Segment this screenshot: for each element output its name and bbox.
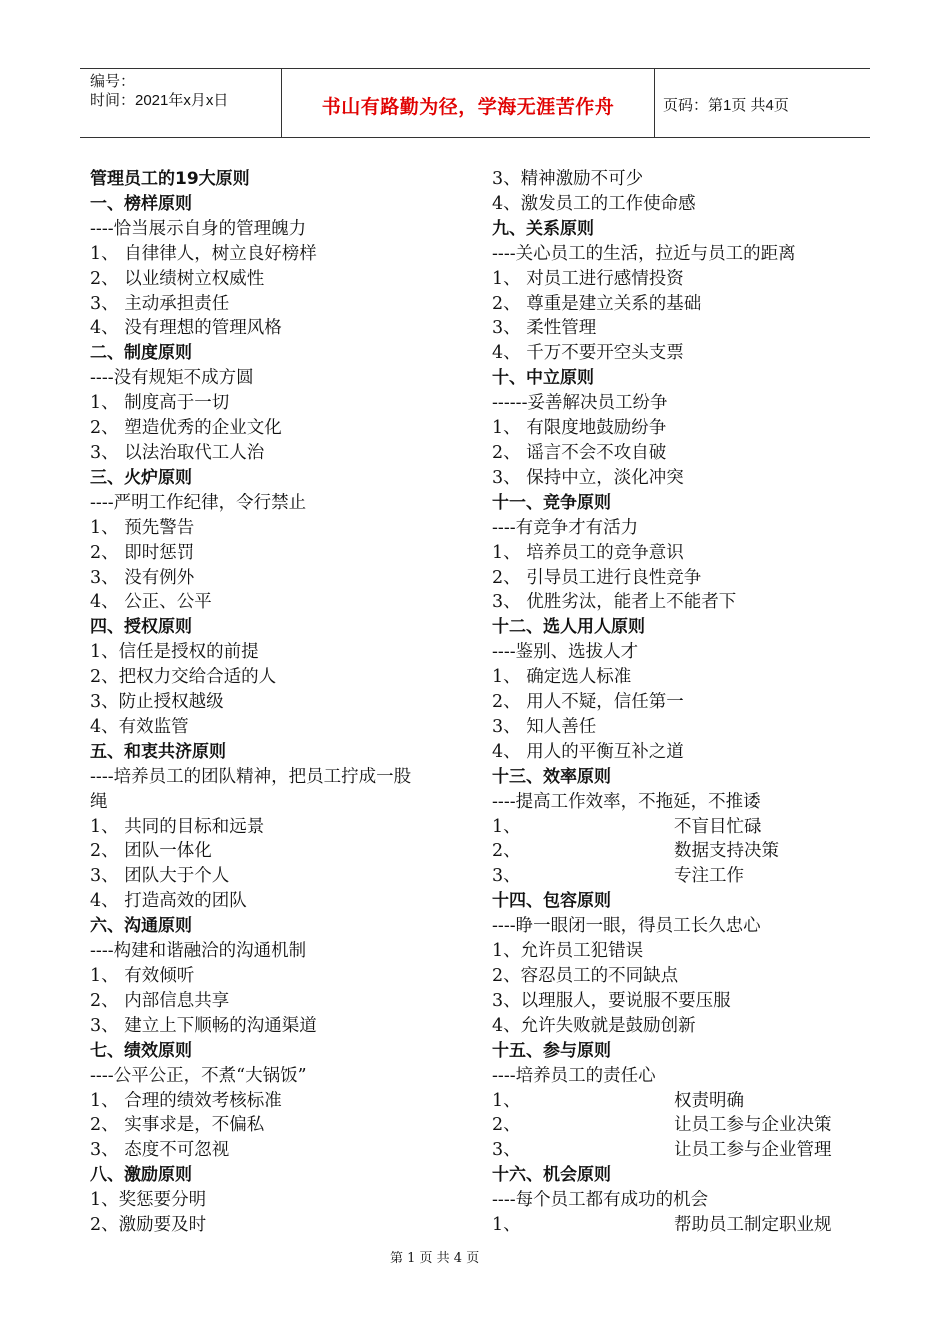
header-meta-cell [80, 69, 282, 137]
list-item: 3、防止授权越级 [90, 692, 224, 713]
list-item: 3、以理服人，要说服不要压服 [492, 990, 731, 1011]
list-item [492, 1113, 867, 1138]
item-text: 数据支持决策 [674, 841, 779, 862]
item-text: 让员工参与企业决策 [674, 1115, 832, 1136]
list-item: 4、 打造高效的团队 [90, 891, 247, 912]
left-column [90, 167, 465, 1238]
list-item [492, 1089, 867, 1114]
section-heading: 十四、包容原则 [492, 891, 611, 912]
list-item: 3、 没有例外 [90, 567, 195, 588]
section-heading: 六、沟通原则 [90, 916, 192, 937]
list-item: 3、 建立上下顺畅的沟通渠道 [90, 1015, 317, 1036]
item-text: 专注工作 [674, 866, 744, 887]
list-item: 3、 保持中立，淡化冲突 [492, 467, 684, 488]
list-item: ----没有规矩不成方圆 [90, 368, 254, 389]
list-item: 1、 预先警告 [90, 517, 195, 538]
list-item: ----每个员工都有成功的机会 [492, 1190, 709, 1211]
item-number: 2、 [492, 1115, 521, 1136]
list-item [492, 864, 867, 889]
list-item: 2、 塑造优秀的企业文化 [90, 418, 282, 439]
list-item: 2、 尊重是建立关系的基础 [492, 293, 702, 314]
list-item: 1、 有限度地鼓励纷争 [492, 418, 667, 439]
list-item: 3、 态度不可忽视 [90, 1140, 230, 1161]
list-item: 4、 千万不要开空头支票 [492, 343, 684, 364]
list-item: ----恰当展示自身的管理魄力 [90, 218, 307, 239]
motto: 书山有路勤为径，学海无涯苦作舟 [321, 96, 615, 118]
list-item: 1、信任是授权的前提 [90, 642, 259, 663]
item-number: 2、 [492, 841, 521, 862]
list-item: ----关心员工的生活，拉近与员工的距离 [492, 243, 796, 264]
list-item: 2、 以业绩树立权威性 [90, 268, 265, 289]
list-item: 2、 谣言不会不攻自破 [492, 442, 667, 463]
item-number: 1、 [492, 1215, 521, 1236]
list-item: 4、有效监管 [90, 716, 189, 737]
section-heading: 九、关系原则 [492, 218, 594, 239]
serial-label: 编号： [90, 73, 136, 90]
list-item [492, 815, 867, 840]
list-item: 1、 有效倾听 [90, 966, 195, 986]
item-text: 不盲目忙碌 [674, 816, 762, 837]
list-item: 4、 没有理想的管理风格 [90, 318, 282, 339]
section-heading: 十二、选人用人原则 [492, 617, 645, 638]
list-item: ----鉴别、选拔人才 [492, 642, 639, 663]
list-item: 3、精神激励不可少 [492, 169, 644, 189]
section-heading: 三、火炉原则 [90, 467, 192, 488]
section-heading: 一、榜样原则 [90, 193, 192, 214]
list-item: 1、 培养员工的竞争意识 [492, 542, 684, 563]
item-text: 权责明确 [674, 1090, 744, 1111]
list-item [492, 1213, 867, 1238]
list-item: 3、 团队大于个人 [90, 866, 230, 887]
list-item: 2、 内部信息共享 [90, 990, 230, 1011]
item-text: 让员工参与企业管理 [674, 1140, 832, 1161]
section-heading: 五、和衷共济原则 [90, 741, 226, 762]
header-motto-cell [282, 69, 655, 137]
list-item: 1、 制度高于一切 [90, 393, 230, 414]
list-item: 1、 合理的绩效考核标准 [90, 1090, 282, 1111]
item-text: 帮助员工制定职业规 [674, 1215, 832, 1236]
right-column [492, 167, 867, 1238]
list-item: 1、 对员工进行感情投资 [492, 268, 684, 289]
list-item: ----培养员工的责任心 [492, 1065, 656, 1086]
section-heading: 十一、竞争原则 [492, 492, 611, 513]
list-item: 2、 实事求是，不偏私 [90, 1115, 265, 1136]
document-title: 管理员工的19大原则 [90, 169, 250, 189]
item-number: 3、 [492, 866, 521, 887]
list-item: 4、激发员工的工作使命感 [492, 193, 696, 214]
section-heading: 十五、参与原则 [492, 1040, 611, 1061]
list-item: 3、 知人善任 [492, 716, 597, 737]
list-item: ----构建和谐融洽的沟通机制 [90, 941, 307, 962]
list-item: ----有竞争才有活力 [492, 517, 639, 538]
list-item: ----睁一眼闭一眼，得员工长久忠心 [492, 916, 761, 937]
list-item: 2、 用人不疑，信任第一 [492, 692, 684, 713]
list-item: 1、奖惩要分明 [90, 1190, 207, 1211]
page-header [80, 68, 870, 138]
list-item: ----培养员工的团队精神，把员工拧成一股 [90, 766, 412, 787]
list-item [492, 839, 867, 864]
list-item [492, 1138, 867, 1163]
list-item: 1、允许员工犯错误 [492, 941, 644, 962]
list-item: 2、把权力交给合适的人 [90, 667, 277, 688]
section-heading: 十六、机会原则 [492, 1165, 611, 1186]
item-number: 1、 [492, 1090, 521, 1111]
list-item: 2、 即时惩罚 [90, 542, 195, 563]
list-item: 3、 优胜劣汰，能者上不能者下 [492, 592, 737, 613]
list-item: 1、 自律律人，树立良好榜样 [90, 243, 317, 264]
page-footer: 第 1 页 共 4 页 [390, 1251, 480, 1266]
list-item: 4、允许失败就是鼓励创新 [492, 1015, 696, 1036]
list-item: 2、容忍员工的不同缺点 [492, 966, 679, 986]
section-heading: 二、制度原则 [90, 343, 192, 364]
page-info: 页码：第1页 共4页 [663, 97, 789, 114]
list-item: 3、 柔性管理 [492, 318, 597, 339]
date-label: 时间：2021年x月x日 [90, 92, 229, 109]
list-item: ----公平公正，不煮“大锅饭” [90, 1065, 307, 1086]
list-item: 2、 引导员工进行良性竞争 [492, 567, 702, 588]
section-heading: 十、中立原则 [492, 368, 594, 389]
list-item: ----严明工作纪律，令行禁止 [90, 492, 307, 513]
list-item: 4、 用人的平衡互补之道 [492, 741, 684, 762]
list-item: 1、 确定选人标准 [492, 667, 632, 688]
section-heading: 四、授权原则 [90, 617, 192, 638]
item-number: 3、 [492, 1140, 521, 1161]
list-item: 2、 团队一体化 [90, 841, 212, 862]
list-item: 4、 公正、公平 [90, 592, 212, 613]
list-item: ----提高工作效率，不拖延，不推诿 [492, 791, 761, 812]
list-item: 1、 共同的目标和远景 [90, 816, 265, 837]
list-item: 3、 主动承担责任 [90, 293, 230, 314]
section-heading: 八、激励原则 [90, 1165, 192, 1186]
section-heading: 七、绩效原则 [90, 1040, 192, 1061]
item-number: 1、 [492, 816, 521, 837]
list-item: 绳 [90, 791, 108, 812]
header-page-cell [655, 69, 870, 137]
section-heading: 十三、效率原则 [492, 766, 611, 787]
list-item: 3、 以法治取代工人治 [90, 442, 265, 463]
list-item: ------妥善解决员工纷争 [492, 393, 668, 414]
list-item: 2、激励要及时 [90, 1215, 207, 1236]
